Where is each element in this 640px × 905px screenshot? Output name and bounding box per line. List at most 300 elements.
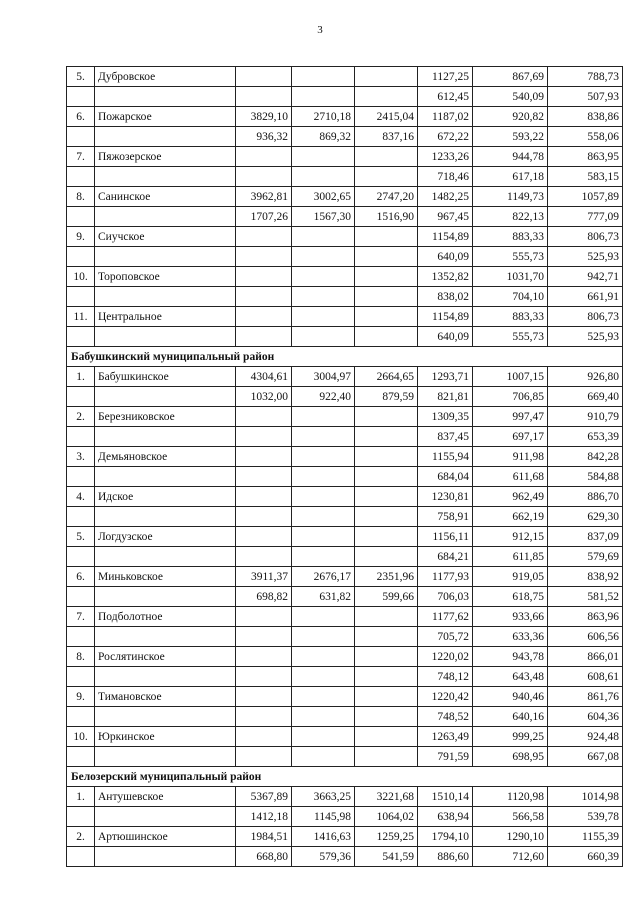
settlement-name: Подболотное	[95, 607, 236, 627]
settlement-name	[95, 807, 236, 827]
value-cell: 618,75	[473, 587, 548, 607]
row-index: 6.	[67, 567, 95, 587]
value-cell	[355, 607, 418, 627]
value-cell: 667,08	[548, 747, 623, 767]
settlement-name	[95, 627, 236, 647]
value-cell	[355, 747, 418, 767]
value-cell: 758,91	[418, 507, 473, 527]
value-cell: 640,09	[418, 247, 473, 267]
value-cell: 705,72	[418, 627, 473, 647]
value-cell: 3663,25	[292, 787, 355, 807]
value-cell: 4304,61	[236, 367, 292, 387]
value-cell: 2676,17	[292, 567, 355, 587]
row-index: 9.	[67, 227, 95, 247]
value-cell: 712,60	[473, 847, 548, 867]
row-index	[67, 747, 95, 767]
value-cell: 581,52	[548, 587, 623, 607]
value-cell: 539,78	[548, 807, 623, 827]
row-index	[67, 807, 95, 827]
settlement-name: Пяжозерское	[95, 147, 236, 167]
row-index: 4.	[67, 487, 95, 507]
value-cell: 2747,20	[355, 187, 418, 207]
settlement-subrow	[67, 467, 623, 487]
settlement-row	[67, 787, 623, 807]
settlement-row	[67, 67, 623, 87]
value-cell	[236, 67, 292, 87]
value-cell: 1230,81	[418, 487, 473, 507]
value-cell: 3004,97	[292, 367, 355, 387]
settlement-name	[95, 507, 236, 527]
value-cell: 1155,39	[548, 827, 623, 847]
value-cell: 661,91	[548, 287, 623, 307]
value-cell: 940,46	[473, 687, 548, 707]
value-cell: 1155,94	[418, 447, 473, 467]
district-header-row	[67, 767, 623, 787]
settlement-name	[95, 707, 236, 727]
value-cell	[236, 267, 292, 287]
value-cell	[292, 747, 355, 767]
settlement-name	[95, 387, 236, 407]
value-cell: 617,18	[473, 167, 548, 187]
settlement-name	[95, 467, 236, 487]
value-cell	[236, 167, 292, 187]
settlement-subrow	[67, 667, 623, 687]
settlement-name	[95, 247, 236, 267]
settlement-row	[67, 307, 623, 327]
value-cell: 660,39	[548, 847, 623, 867]
settlement-name: Рослятинское	[95, 647, 236, 667]
settlement-name	[95, 167, 236, 187]
settlement-subrow	[67, 427, 623, 447]
settlement-name: Пожарское	[95, 107, 236, 127]
settlement-name	[95, 847, 236, 867]
value-cell	[292, 727, 355, 747]
settlement-name	[95, 667, 236, 687]
value-cell: 943,78	[473, 647, 548, 667]
value-cell	[292, 427, 355, 447]
row-index	[67, 287, 95, 307]
settlement-name: Санинское	[95, 187, 236, 207]
row-index	[67, 207, 95, 227]
row-index	[67, 327, 95, 347]
value-cell: 1149,73	[473, 187, 548, 207]
settlement-row	[67, 647, 623, 667]
value-cell: 629,30	[548, 507, 623, 527]
value-cell: 910,79	[548, 407, 623, 427]
value-cell: 1031,70	[473, 267, 548, 287]
district-title: Бабушкинский муниципальный район	[67, 347, 623, 367]
value-cell: 706,85	[473, 387, 548, 407]
value-cell	[355, 687, 418, 707]
settlement-row	[67, 827, 623, 847]
settlement-row	[67, 527, 623, 547]
value-cell: 604,36	[548, 707, 623, 727]
value-cell: 1187,02	[418, 107, 473, 127]
value-cell: 838,92	[548, 567, 623, 587]
value-cell: 566,58	[473, 807, 548, 827]
settlement-name: Тороповское	[95, 267, 236, 287]
value-cell: 912,15	[473, 527, 548, 547]
value-cell: 1516,90	[355, 207, 418, 227]
value-cell: 788,73	[548, 67, 623, 87]
settlement-name: Березниковское	[95, 407, 236, 427]
value-cell: 1032,00	[236, 387, 292, 407]
value-cell: 883,33	[473, 227, 548, 247]
value-cell	[292, 467, 355, 487]
value-cell: 962,49	[473, 487, 548, 507]
district-header-row	[67, 347, 623, 367]
value-cell: 5367,89	[236, 787, 292, 807]
value-cell: 911,98	[473, 447, 548, 467]
value-cell: 1177,62	[418, 607, 473, 627]
value-cell	[292, 487, 355, 507]
value-cell	[292, 527, 355, 547]
row-index: 7.	[67, 607, 95, 627]
settlement-row	[67, 147, 623, 167]
value-cell: 606,56	[548, 627, 623, 647]
value-cell	[236, 507, 292, 527]
settlement-subrow	[67, 847, 623, 867]
value-cell: 706,03	[418, 587, 473, 607]
value-cell: 507,93	[548, 87, 623, 107]
row-index	[67, 847, 95, 867]
row-index: 5.	[67, 527, 95, 547]
value-cell: 2415,04	[355, 107, 418, 127]
value-cell	[355, 307, 418, 327]
value-cell	[355, 707, 418, 727]
value-cell	[355, 247, 418, 267]
row-index	[67, 507, 95, 527]
value-cell	[292, 707, 355, 727]
value-cell: 608,61	[548, 667, 623, 687]
value-cell	[355, 287, 418, 307]
value-cell: 1057,89	[548, 187, 623, 207]
settlement-row	[67, 107, 623, 127]
value-cell: 640,16	[473, 707, 548, 727]
value-cell	[292, 67, 355, 87]
value-cell	[355, 727, 418, 747]
settlement-name	[95, 587, 236, 607]
value-cell: 638,94	[418, 807, 473, 827]
settlement-row	[67, 227, 623, 247]
value-cell	[236, 687, 292, 707]
value-cell	[355, 527, 418, 547]
settlement-name	[95, 127, 236, 147]
row-index: 9.	[67, 687, 95, 707]
value-cell: 3002,65	[292, 187, 355, 207]
value-cell: 942,71	[548, 267, 623, 287]
value-cell	[292, 227, 355, 247]
row-index: 6.	[67, 107, 95, 127]
value-cell	[236, 147, 292, 167]
value-cell: 748,52	[418, 707, 473, 727]
value-cell	[236, 327, 292, 347]
value-cell: 668,80	[236, 847, 292, 867]
settlement-subrow	[67, 707, 623, 727]
value-cell	[236, 747, 292, 767]
row-index: 3.	[67, 447, 95, 467]
settlement-name	[95, 87, 236, 107]
value-cell	[292, 687, 355, 707]
row-index: 1.	[67, 787, 95, 807]
value-cell	[292, 267, 355, 287]
value-cell	[292, 647, 355, 667]
value-cell: 1290,10	[473, 827, 548, 847]
value-cell: 1567,30	[292, 207, 355, 227]
value-cell: 806,73	[548, 227, 623, 247]
value-cell	[236, 227, 292, 247]
settlement-name	[95, 747, 236, 767]
value-cell	[355, 147, 418, 167]
value-cell: 886,70	[548, 487, 623, 507]
value-cell: 883,33	[473, 307, 548, 327]
value-cell: 936,32	[236, 127, 292, 147]
value-cell	[292, 407, 355, 427]
value-cell: 1007,15	[473, 367, 548, 387]
row-index: 8.	[67, 647, 95, 667]
value-cell	[236, 407, 292, 427]
value-cell: 1014,98	[548, 787, 623, 807]
value-cell	[292, 607, 355, 627]
page-number: 3	[317, 24, 323, 36]
settlement-subrow	[67, 127, 623, 147]
value-cell: 879,59	[355, 387, 418, 407]
value-cell: 863,95	[548, 147, 623, 167]
value-cell: 672,22	[418, 127, 473, 147]
row-index	[67, 427, 95, 447]
value-cell	[236, 727, 292, 747]
row-index	[67, 627, 95, 647]
value-cell: 3962,81	[236, 187, 292, 207]
value-cell	[236, 87, 292, 107]
settlement-name	[95, 287, 236, 307]
value-cell: 863,96	[548, 607, 623, 627]
value-cell: 540,09	[473, 87, 548, 107]
row-index: 2.	[67, 407, 95, 427]
value-cell: 704,10	[473, 287, 548, 307]
value-cell: 1412,18	[236, 807, 292, 827]
value-cell: 593,22	[473, 127, 548, 147]
value-cell	[236, 467, 292, 487]
value-cell: 1352,82	[418, 267, 473, 287]
settlement-subrow	[67, 747, 623, 767]
value-cell	[292, 247, 355, 267]
value-cell	[355, 467, 418, 487]
value-cell	[236, 607, 292, 627]
value-cell	[355, 327, 418, 347]
settlement-subrow	[67, 87, 623, 107]
value-cell: 806,73	[548, 307, 623, 327]
value-cell: 777,09	[548, 207, 623, 227]
value-cell	[236, 527, 292, 547]
value-cell: 922,40	[292, 387, 355, 407]
settlement-name	[95, 547, 236, 567]
value-cell: 1510,14	[418, 787, 473, 807]
row-index	[67, 247, 95, 267]
value-cell: 558,06	[548, 127, 623, 147]
settlement-name: Бабушкинское	[95, 367, 236, 387]
value-cell: 926,80	[548, 367, 623, 387]
row-index: 10.	[67, 727, 95, 747]
row-index	[67, 667, 95, 687]
value-cell: 525,93	[548, 327, 623, 347]
value-cell	[355, 227, 418, 247]
tariff-table	[66, 66, 623, 867]
settlement-name: Сиучское	[95, 227, 236, 247]
value-cell: 1156,11	[418, 527, 473, 547]
value-cell: 631,82	[292, 587, 355, 607]
value-cell: 1259,25	[355, 827, 418, 847]
value-cell	[236, 427, 292, 447]
row-index: 7.	[67, 147, 95, 167]
settlement-row	[67, 447, 623, 467]
value-cell: 967,45	[418, 207, 473, 227]
value-cell: 2664,65	[355, 367, 418, 387]
value-cell: 1794,10	[418, 827, 473, 847]
value-cell: 1220,42	[418, 687, 473, 707]
value-cell	[355, 547, 418, 567]
value-cell: 1177,93	[418, 567, 473, 587]
value-cell: 1416,63	[292, 827, 355, 847]
settlement-row	[67, 567, 623, 587]
settlement-subrow	[67, 807, 623, 827]
settlement-name: Тимановское	[95, 687, 236, 707]
value-cell: 791,59	[418, 747, 473, 767]
value-cell	[236, 487, 292, 507]
value-cell: 837,16	[355, 127, 418, 147]
value-cell	[236, 647, 292, 667]
value-cell: 669,40	[548, 387, 623, 407]
row-index	[67, 587, 95, 607]
value-cell: 748,12	[418, 667, 473, 687]
value-cell	[355, 667, 418, 687]
value-cell: 861,76	[548, 687, 623, 707]
settlement-subrow	[67, 327, 623, 347]
settlement-name	[95, 207, 236, 227]
value-cell	[355, 87, 418, 107]
value-cell: 1707,26	[236, 207, 292, 227]
value-cell	[355, 647, 418, 667]
value-cell	[355, 427, 418, 447]
value-cell: 555,73	[473, 247, 548, 267]
value-cell: 698,82	[236, 587, 292, 607]
value-cell: 3829,10	[236, 107, 292, 127]
value-cell	[355, 407, 418, 427]
settlement-row	[67, 487, 623, 507]
value-cell: 653,39	[548, 427, 623, 447]
value-cell: 555,73	[473, 327, 548, 347]
value-cell: 640,09	[418, 327, 473, 347]
settlement-subrow	[67, 627, 623, 647]
settlement-name: Миньковское	[95, 567, 236, 587]
settlement-row	[67, 607, 623, 627]
value-cell: 1984,51	[236, 827, 292, 847]
value-cell: 1482,25	[418, 187, 473, 207]
value-cell	[236, 547, 292, 567]
value-cell	[236, 287, 292, 307]
row-index	[67, 387, 95, 407]
settlement-name: Артюшинское	[95, 827, 236, 847]
settlement-name: Идское	[95, 487, 236, 507]
value-cell	[355, 507, 418, 527]
value-cell	[292, 147, 355, 167]
value-cell: 821,81	[418, 387, 473, 407]
value-cell: 611,68	[473, 467, 548, 487]
value-cell: 633,36	[473, 627, 548, 647]
value-cell: 1145,98	[292, 807, 355, 827]
value-cell: 999,25	[473, 727, 548, 747]
value-cell	[292, 167, 355, 187]
value-cell	[236, 247, 292, 267]
value-cell: 579,36	[292, 847, 355, 867]
settlement-name: Юркинское	[95, 727, 236, 747]
value-cell: 867,69	[473, 67, 548, 87]
value-cell: 869,32	[292, 127, 355, 147]
value-cell: 684,04	[418, 467, 473, 487]
value-cell	[292, 447, 355, 467]
value-cell: 662,19	[473, 507, 548, 527]
value-cell	[355, 627, 418, 647]
row-index	[67, 167, 95, 187]
district-title: Белозерский муниципальный район	[67, 767, 623, 787]
settlement-name	[95, 427, 236, 447]
row-index: 10.	[67, 267, 95, 287]
settlement-name: Дубровское	[95, 67, 236, 87]
value-cell: 1263,49	[418, 727, 473, 747]
settlement-name: Демьяновское	[95, 447, 236, 467]
value-cell	[355, 267, 418, 287]
row-index	[67, 547, 95, 567]
value-cell: 697,17	[473, 427, 548, 447]
row-index	[67, 707, 95, 727]
value-cell: 718,46	[418, 167, 473, 187]
settlement-subrow	[67, 247, 623, 267]
settlement-subrow	[67, 287, 623, 307]
value-cell: 611,85	[473, 547, 548, 567]
value-cell: 583,15	[548, 167, 623, 187]
settlement-row	[67, 407, 623, 427]
value-cell	[236, 707, 292, 727]
value-cell	[292, 667, 355, 687]
settlement-row	[67, 267, 623, 287]
value-cell: 920,82	[473, 107, 548, 127]
value-cell: 612,45	[418, 87, 473, 107]
value-cell: 1220,02	[418, 647, 473, 667]
value-cell	[292, 307, 355, 327]
settlement-subrow	[67, 587, 623, 607]
row-index: 8.	[67, 187, 95, 207]
value-cell	[292, 287, 355, 307]
value-cell	[292, 327, 355, 347]
value-cell	[292, 627, 355, 647]
value-cell: 924,48	[548, 727, 623, 747]
value-cell: 599,66	[355, 587, 418, 607]
value-cell	[236, 447, 292, 467]
value-cell: 919,05	[473, 567, 548, 587]
row-index: 5.	[67, 67, 95, 87]
value-cell	[236, 627, 292, 647]
value-cell: 933,66	[473, 607, 548, 627]
value-cell	[355, 167, 418, 187]
row-index	[67, 87, 95, 107]
value-cell	[292, 87, 355, 107]
value-cell: 837,09	[548, 527, 623, 547]
value-cell: 944,78	[473, 147, 548, 167]
value-cell: 1293,71	[418, 367, 473, 387]
value-cell: 1120,98	[473, 787, 548, 807]
settlement-row	[67, 367, 623, 387]
value-cell	[292, 507, 355, 527]
